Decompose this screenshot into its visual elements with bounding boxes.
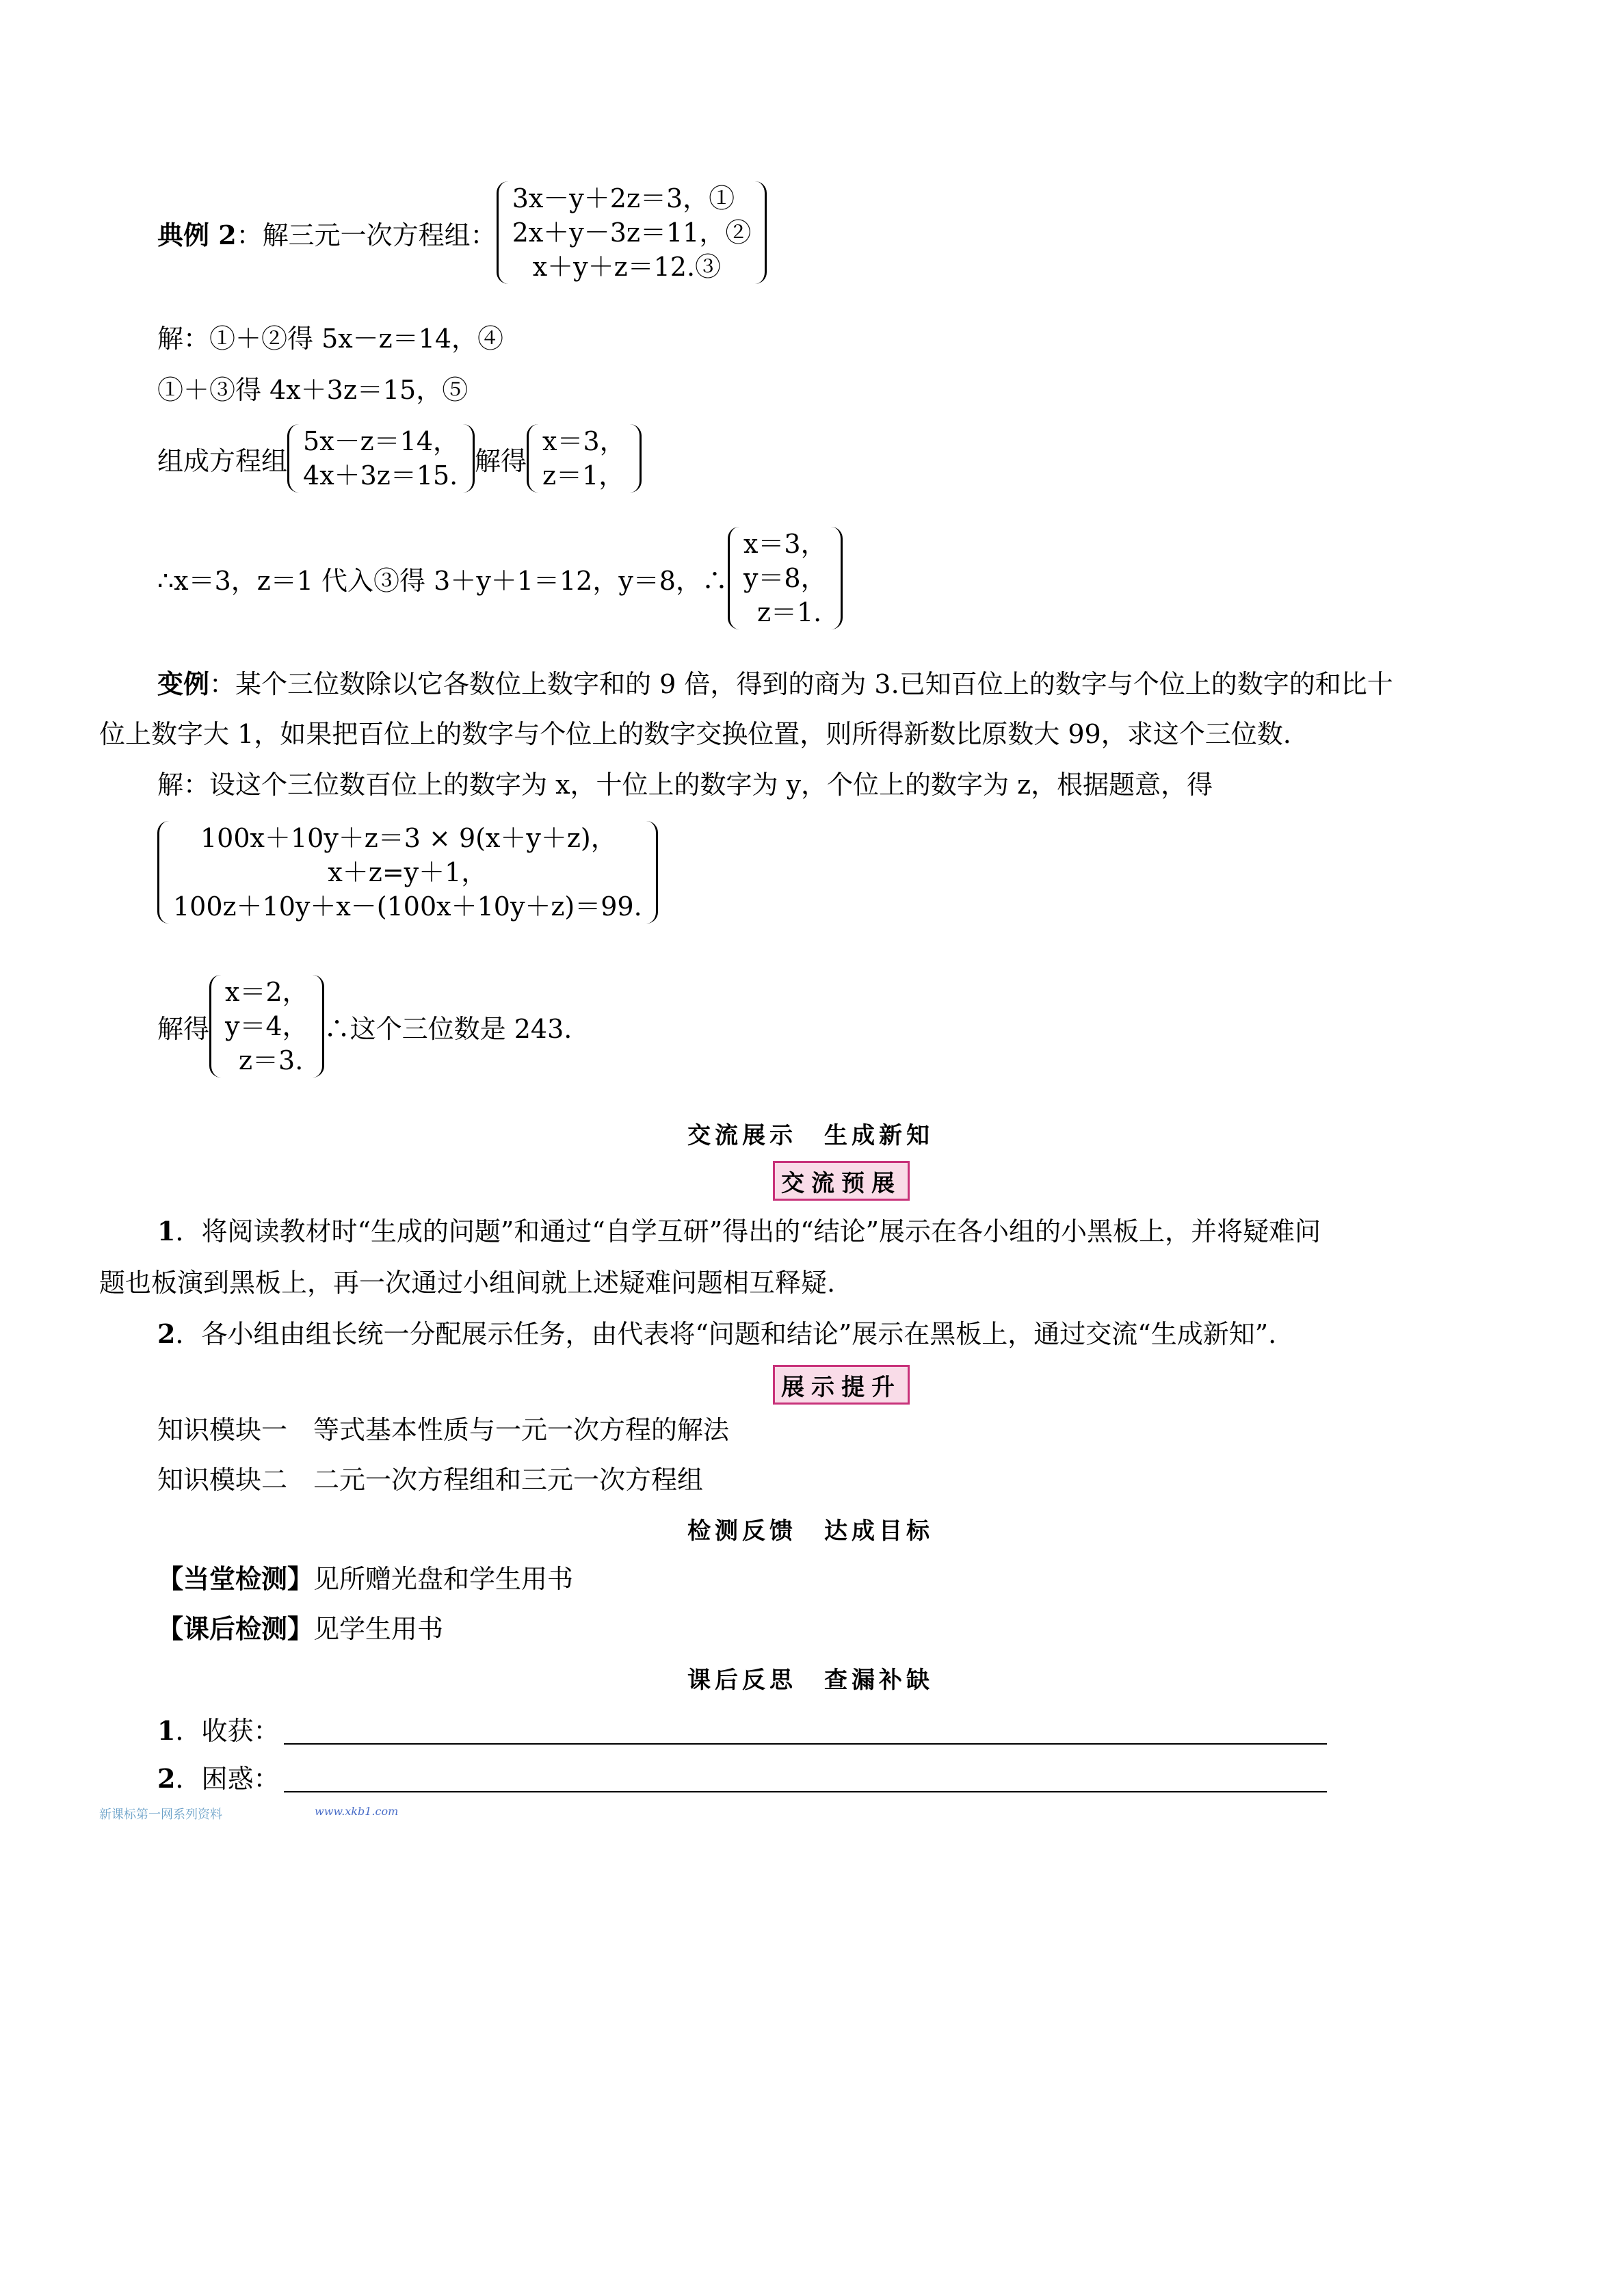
final-system	[728, 527, 843, 629]
variant-result-row	[157, 975, 572, 1078]
knowledge-module-2: 知识模块二 二元一次方程组和三元一次方程组	[157, 1465, 704, 1495]
gain-blank-line[interactable]	[284, 1743, 1327, 1745]
after-check-label: 【课后检测】	[157, 1613, 314, 1644]
footer-watermark: www.xkb1.com	[315, 1805, 399, 1818]
gain-row	[157, 1714, 279, 1748]
result-system	[209, 975, 324, 1078]
variant-line1	[157, 667, 1393, 701]
variant-solution-intro: 解：设这个三位数百位上的数字为 x，十位上的数字为 y，个位上的数字为 z，根据题意，得	[157, 770, 1213, 800]
final-y: y＝8，	[743, 563, 827, 593]
solve-system	[527, 424, 642, 493]
left-brace	[287, 424, 299, 493]
doubt-row	[157, 1762, 279, 1796]
after-check	[157, 1612, 443, 1646]
right-brace	[463, 424, 475, 493]
solution2-step1: 解：①＋②得 5x－z＝14，④	[157, 324, 504, 354]
substitute-text: ∴x＝3，z＝1 代入③得 3＋y＋1＝12，y＝8，∴	[157, 565, 728, 596]
result-label: 解得	[157, 1013, 210, 1044]
exchange-item1-line1	[157, 1214, 1321, 1249]
equation-1: 3x－y＋2z＝3，①	[512, 183, 735, 213]
footer-left-text: 新课标第一网系列资料	[99, 1808, 222, 1822]
equation-2: 2x＋y－3z＝11，②	[512, 218, 752, 248]
item1-text: ．将阅读教材时“生成的问题”和通过“自学互研”得出的“结论”展示在各小组的小黑板上，并将疑难问	[175, 1216, 1321, 1247]
right-brace	[646, 821, 658, 924]
right-brace	[313, 975, 324, 1078]
class-check	[157, 1562, 573, 1596]
tag-show-improve: 展示提升	[773, 1365, 910, 1405]
example2-system	[497, 181, 767, 284]
doubt-label: ．困惑：	[175, 1764, 280, 1794]
left-brace	[527, 424, 538, 493]
solution2-substitute-row	[157, 527, 843, 629]
solution-z: z＝1，	[542, 460, 625, 491]
example2-row	[157, 181, 767, 284]
result-y: y＝4，	[225, 1011, 308, 1041]
solution2-step2: ①＋③得 4x＋3z＝15，⑤	[157, 375, 469, 405]
variant-equation-3: 100z＋10y＋x－(100x＋10y＋z)＝99.	[173, 891, 642, 922]
class-check-text: 见所赠光盘和学生用书	[313, 1564, 574, 1594]
heading-exchange: 交流展示 生成新知	[687, 1122, 934, 1149]
heading-reflect: 课后反思 查漏补缺	[687, 1667, 934, 1694]
doubt-blank-line[interactable]	[284, 1791, 1327, 1792]
final-x: x＝3，	[743, 529, 827, 559]
exchange-item1-line2: 题也板演到黑板上，再一次通过小组间就上述疑难问题相互释疑.	[99, 1268, 836, 1298]
left-brace	[497, 181, 508, 284]
knowledge-module-1: 知识模块一 等式基本性质与一元一次方程的解法	[157, 1415, 730, 1445]
example2-prompt: ：解三元一次方程组：	[236, 220, 497, 250]
combine-system	[287, 424, 475, 493]
variant-equation-1: 100x＋10y＋z＝3 × 9(x＋y＋z)，	[200, 823, 617, 853]
variant-line2: 位上数字大 1，如果把百位上的数字与个位上的数字交换位置，则所得新数比原数大 99，求这个三位数.	[99, 719, 1291, 749]
left-brace	[209, 975, 221, 1078]
item2-text: ．各小组由组长统一分配展示任务，由代表将“问题和结论”展示在黑板上，通过交流“生成新知”.	[175, 1319, 1277, 1349]
tag-exchange-preview: 交流预展	[773, 1161, 910, 1201]
solution-x: x＝3，	[542, 426, 626, 456]
result-x: x＝2，	[225, 977, 308, 1007]
exchange-item2	[157, 1317, 1276, 1351]
variant-equation-2: x＋z=y＋1，	[328, 857, 488, 887]
equation-4: 5x－z＝14，	[303, 426, 459, 456]
item2-number: 2	[157, 1318, 176, 1349]
example2-label: 典例 2	[157, 219, 237, 250]
equation-5: 4x＋3z＝15.	[303, 460, 458, 491]
solution2-combine-row	[157, 424, 642, 493]
doubt-number: 2	[157, 1763, 176, 1794]
gain-label: ．收获：	[175, 1716, 280, 1746]
right-brace	[831, 527, 843, 629]
left-brace	[728, 527, 739, 629]
after-check-text: 见学生用书	[313, 1614, 444, 1644]
variant-label: 变例	[157, 668, 210, 699]
conclusion-text: ∴这个三位数是 243.	[324, 1013, 572, 1044]
right-brace	[630, 424, 642, 493]
item1-number: 1	[157, 1216, 176, 1247]
equation-3: x＋y＋z＝12.③	[532, 252, 722, 282]
gain-number: 1	[157, 1715, 176, 1746]
variant-text1: ：某个三位数除以它各数位上数字和的 9 倍，得到的商为 3.已知百位上的数字与个位上的数字的和比十	[209, 669, 1393, 699]
solve-label: 解得	[475, 445, 527, 476]
class-check-label: 【当堂检测】	[157, 1563, 314, 1594]
result-z: z＝3.	[239, 1045, 304, 1075]
final-z: z＝1.	[756, 597, 822, 627]
combine-label: 组成方程组	[157, 445, 288, 476]
right-brace	[755, 181, 767, 284]
heading-check: 检测反馈 达成目标	[687, 1517, 934, 1545]
variant-system-row	[157, 821, 658, 924]
variant-system	[157, 821, 658, 924]
left-brace	[157, 821, 169, 924]
